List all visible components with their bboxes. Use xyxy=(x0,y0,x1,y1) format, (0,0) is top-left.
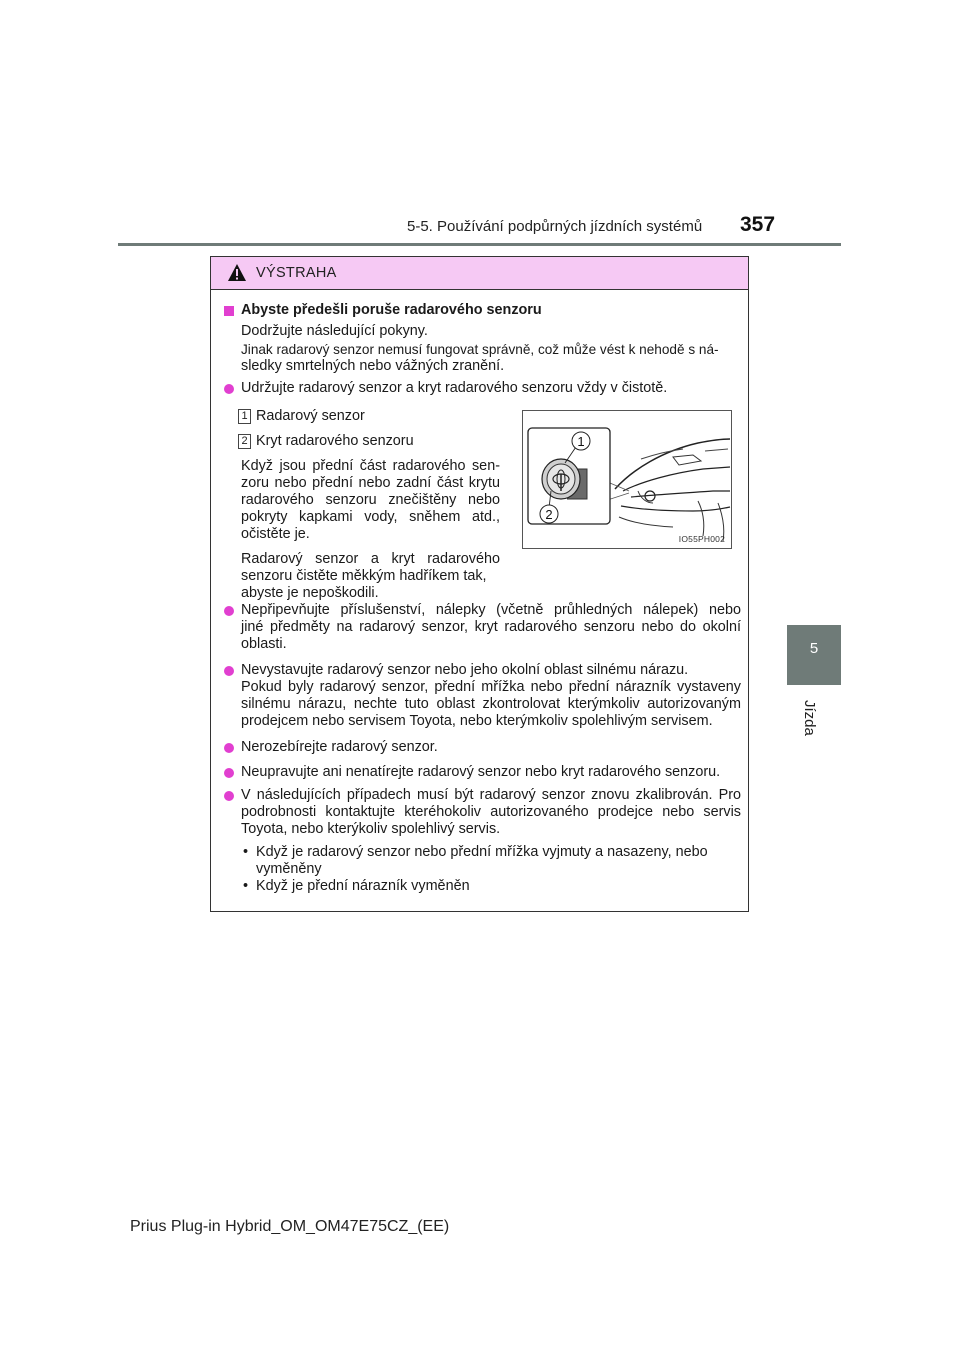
clean-para-line: Radarový senzor a kryt radarového xyxy=(241,551,500,567)
dirty-para-line: radarového senzoru znečištěny nebo xyxy=(241,492,500,508)
intro-line: sledky smrtelných nebo vážných zranění. xyxy=(241,358,505,374)
page-number: 357 xyxy=(740,213,776,236)
sub-bullet-line: vyměněny xyxy=(256,861,322,877)
dirty-para-line: pokryty kapkami vody, sněhem atd., xyxy=(241,509,500,525)
document-footer: Prius Plug-in Hybrid_OM_OM47E75CZ_(EE) xyxy=(130,1218,450,1235)
bullet-line: Nerozebírejte radarový senzor. xyxy=(241,739,438,755)
sub-bullet-marker: • xyxy=(243,844,249,860)
bullet-line: Nevystavujte radarový senzor nebo jeho okolní oblast silnému nárazu. xyxy=(241,662,689,678)
bullet-line: podrobnosti kontaktujte kteréhokoliv autorizovaného prodejce nebo servis xyxy=(241,804,741,820)
warning-content xyxy=(211,257,748,911)
bullet-line: Neupravujte ani nenatírejte radarový senzor nebo kryt radarového senzoru. xyxy=(241,764,721,780)
header-divider xyxy=(118,243,841,246)
round-bullet xyxy=(224,666,234,676)
bullet-line: Pokud byly radarový senzor, přední mřížka nebo přední nárazník vystaveny xyxy=(241,679,741,695)
section-title: 5-5. Používání podpůrných jízdních systémů xyxy=(407,218,703,235)
bullet-line: prodejcem nebo servisem Toyota, nebo kterýmkoliv spolehlivým servisem. xyxy=(241,713,713,729)
callout-badge-1: 1 xyxy=(238,409,251,424)
sub-bullet-line: Když je radarový senzor nebo přední mřížka vyjmuty a nasazeny, nebo xyxy=(256,844,708,860)
warning-title: VÝSTRAHA xyxy=(256,265,337,281)
bullet-line: V následujících případech musí být radarový senzor znovu zkalibrován. Pro xyxy=(241,787,741,803)
chapter-label: Jízda xyxy=(801,700,818,736)
warning-box xyxy=(210,256,749,912)
intro-line: Dodržujte následující pokyny. xyxy=(241,323,428,339)
round-bullet xyxy=(224,768,234,778)
sub-bullet-marker: • xyxy=(243,878,249,894)
sub-bullet-line: Když je přední nárazník vyměněn xyxy=(256,878,470,894)
round-bullet xyxy=(224,384,234,394)
item-label-radar-sensor: Radarový senzor xyxy=(256,408,365,424)
round-bullet xyxy=(224,606,234,616)
bullet-line: oblasti. xyxy=(241,636,287,652)
bullet-line: Toyota, nebo kterýkoliv spolehlivý servis. xyxy=(241,821,501,837)
figure-callout-2: 2 xyxy=(545,507,553,522)
round-bullet xyxy=(224,743,234,753)
bullet-line: Nepřipevňujte příslušenství, nálepky (včetně průhledných nálepek) nebo xyxy=(241,602,741,618)
dirty-para-line: Když jsou přední část radarového sen- xyxy=(241,458,500,474)
figure-code: IO55PH002 xyxy=(678,534,725,544)
bullet-line: jiné předměty na radarový senzor, kryt radarového senzoru nebo do okolní xyxy=(241,619,741,635)
callout-badge-2: 2 xyxy=(238,434,251,449)
intro-line: Jinak radarový senzor nemusí fungovat správně, což může vést k nehodě s ná- xyxy=(241,342,719,357)
bullet-line: silnému nárazu, nechte tuto oblast zkontrolovat kterýmkoliv autorizovaným xyxy=(241,696,741,712)
figure-callout-1: 1 xyxy=(577,434,585,449)
clean-para-line: abyste je nepoškodili. xyxy=(241,585,379,601)
heading-square-bullet xyxy=(224,306,234,316)
item-label-sensor-cover: Kryt radarového senzoru xyxy=(256,433,414,449)
chapter-label-container xyxy=(800,700,820,760)
chapter-tab[interactable]: 5 xyxy=(787,625,841,685)
keep-clean-text: Udržujte radarový senzor a kryt radarového senzoru vždy v čistotě. xyxy=(241,380,668,396)
dirty-para-line: zoru nebo přední nebo zadní část krytu xyxy=(241,475,500,491)
warning-heading: Abyste předešli poruše radarového senzoru xyxy=(241,302,542,318)
radar-sensor-figure xyxy=(522,410,732,549)
dirty-para-line: očistěte je. xyxy=(241,526,310,542)
clean-para-line: senzoru čistěte měkkým hadříkem tak, xyxy=(241,568,487,584)
round-bullet xyxy=(224,791,234,801)
car-front-illustration xyxy=(523,411,731,548)
